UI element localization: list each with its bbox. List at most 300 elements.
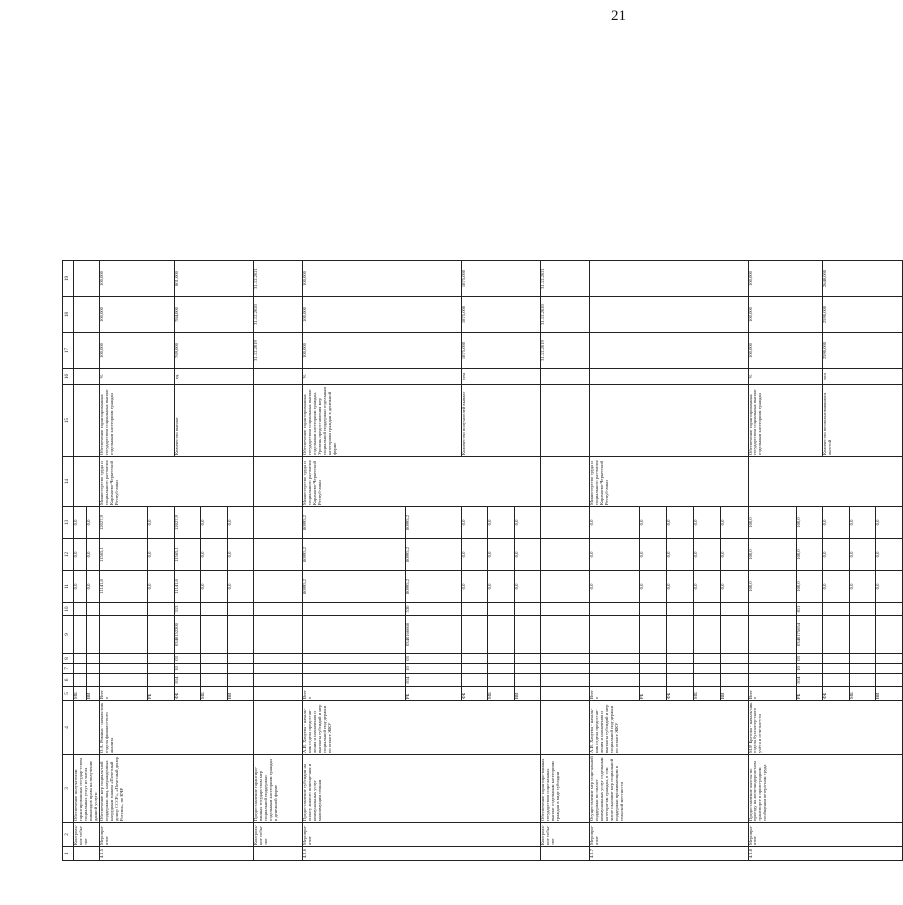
table-cell xyxy=(74,457,100,507)
table-cell xyxy=(227,654,253,664)
table-cell xyxy=(86,616,99,654)
table-cell xyxy=(694,664,721,674)
table-cell: 801,000 xyxy=(174,261,253,297)
table-cell: Обеспечение получателям гарантированных государ-ством социальных услуг из числа инвалидов права на получение данной услуги xyxy=(74,755,100,823)
table-cell xyxy=(540,687,589,701)
table-cell: МБ xyxy=(694,687,721,701)
table-cell: 0,0 xyxy=(514,571,540,603)
table-cell xyxy=(254,385,303,457)
table-cell xyxy=(540,616,589,654)
table-cell xyxy=(849,654,875,664)
table-cell: 0,0 xyxy=(86,507,99,539)
table-cell xyxy=(74,616,87,654)
table-cell: 0,0 xyxy=(201,539,227,571)
table-cell xyxy=(514,603,540,616)
table-cell xyxy=(227,674,253,687)
table-row xyxy=(99,261,147,861)
table-cell xyxy=(721,654,748,664)
table-cell xyxy=(74,847,100,861)
table-cell: 0,0 xyxy=(488,571,514,603)
table-cell xyxy=(721,616,748,654)
col-header: 4 xyxy=(63,701,74,755)
table-cell: 100,0 xyxy=(748,507,796,539)
table-cell xyxy=(74,654,87,664)
table-cell xyxy=(99,674,147,687)
table-cell xyxy=(540,654,589,664)
table-cell xyxy=(74,674,87,687)
table-cell: 80995,2 xyxy=(303,539,406,571)
table-cell xyxy=(303,664,406,674)
table-cell: ВИ xyxy=(876,687,903,701)
table-cell xyxy=(589,369,748,385)
table-cell xyxy=(666,664,693,674)
table-cell xyxy=(148,603,174,616)
table-cell xyxy=(540,847,589,861)
table-cell xyxy=(254,654,303,664)
table-cell: 784,000 xyxy=(174,297,253,333)
table-cell xyxy=(748,616,796,654)
table-cell: 0,0 xyxy=(589,571,639,603)
table-cell xyxy=(540,674,589,687)
table-cell: ВИ xyxy=(514,687,540,701)
table-cell: 12027,9 xyxy=(99,507,147,539)
table-cell xyxy=(823,674,849,687)
table-cell xyxy=(74,297,100,333)
table-row xyxy=(589,261,639,861)
table-cell xyxy=(514,616,540,654)
table-cell: МБ xyxy=(849,687,875,701)
table-cell: 4.1.8 xyxy=(748,847,902,861)
table-cell xyxy=(99,654,147,664)
table-cell: 80995,2 xyxy=(405,539,461,571)
table-cell xyxy=(748,654,796,664)
table-cell: 0,0 xyxy=(639,539,666,571)
table-row xyxy=(254,261,303,861)
table-cell xyxy=(721,674,748,687)
table-cell: 100,000 xyxy=(99,297,174,333)
table-cell: 0,0 xyxy=(876,571,903,603)
table-cell xyxy=(540,507,589,539)
table-row xyxy=(74,261,87,861)
table-cell xyxy=(148,616,174,654)
table-cell: А.И. Хачуева - началь-ник отдела предостав-ления и назначения и выплаты субсидий и мер социальной под-держки по оплате ЖКУ xyxy=(303,701,541,755)
table-row xyxy=(748,261,796,861)
table-cell xyxy=(74,701,100,755)
table-cell xyxy=(148,664,174,674)
table-cell: 0,0 xyxy=(74,507,87,539)
table-cell: сем xyxy=(461,369,540,385)
table-cell xyxy=(86,664,99,674)
table-cell: 31.12.2020 xyxy=(540,297,589,333)
table-cell: Обеспечение гарантированных государством социальных выплат отдельным категориям граждан xyxy=(99,385,174,457)
table-cell xyxy=(876,603,903,616)
table-cell xyxy=(849,603,875,616)
table-cell xyxy=(721,603,748,616)
table-cell xyxy=(540,539,589,571)
table-cell xyxy=(488,654,514,664)
table-cell xyxy=(849,616,875,654)
rotated-table-container xyxy=(62,268,903,861)
table-cell: Министерство труда и социального раз-вития Карачаево-Черкесской Респуб-лики xyxy=(99,457,253,507)
table-cell: Меропри-ятие xyxy=(99,823,253,847)
table-cell xyxy=(86,674,99,687)
table-cell xyxy=(254,687,303,701)
table-cell xyxy=(540,369,589,385)
table-cell: 4.1.6 xyxy=(303,847,541,861)
table-cell xyxy=(639,664,666,674)
table-cell xyxy=(540,385,589,457)
page-number: 21 xyxy=(611,8,626,24)
table-cell: 0,0 xyxy=(86,571,99,603)
table-cell: 100,000 xyxy=(303,297,462,333)
table-cell xyxy=(254,847,303,861)
col-header: 15 xyxy=(63,385,74,457)
table-cell xyxy=(201,654,227,664)
table-row xyxy=(540,261,589,861)
table-cell xyxy=(74,385,100,457)
table-cell: 03 xyxy=(174,654,200,664)
table-cell: 80995,2 xyxy=(303,507,406,539)
table-cell xyxy=(849,664,875,674)
table-cell: Меропри-ятие xyxy=(748,823,902,847)
col-header: 18 xyxy=(63,297,74,333)
table-cell: 100,0 xyxy=(797,539,823,571)
table-cell: ФБ xyxy=(666,687,693,701)
table-cell xyxy=(540,571,589,603)
table-cell: 0,0 xyxy=(666,539,693,571)
table-cell xyxy=(74,603,87,616)
table-cell xyxy=(721,664,748,674)
table-cell xyxy=(666,603,693,616)
col-header: 8 xyxy=(63,654,74,664)
table-cell: 1875,000 xyxy=(461,333,540,369)
col-header: 6 xyxy=(63,674,74,687)
table-cell: Обеспечение гарантиро-ванных государством соци-альных выплат отдельным категориям граждан в виде субсидии xyxy=(540,755,589,823)
table-cell xyxy=(254,603,303,616)
table-cell xyxy=(876,654,903,664)
table-cell: 03 xyxy=(797,654,823,664)
table-cell: 0,0 xyxy=(488,539,514,571)
table-cell xyxy=(303,654,406,664)
program-table xyxy=(62,260,903,861)
table-cell xyxy=(227,603,253,616)
table-cell xyxy=(540,457,589,507)
table-cell: 80995,2 xyxy=(405,571,461,603)
table-cell xyxy=(639,616,666,654)
table-cell xyxy=(303,616,406,654)
col-header: 2 xyxy=(63,823,74,847)
table-cell xyxy=(876,616,903,654)
table-cell: 100,0 xyxy=(748,539,796,571)
table-cell: 100,000 xyxy=(748,297,823,333)
table-cell: Предоставление субсидии на оплату жилого помеще-ния и коммунальных услуг малоимущим семьям xyxy=(303,755,541,823)
table-cell: 0,0 xyxy=(849,507,875,539)
table-cell: 0,0 xyxy=(876,539,903,571)
table-cell: 80995,2 xyxy=(405,507,461,539)
table-cell: ФБ xyxy=(174,687,200,701)
table-cell xyxy=(148,654,174,664)
table-cell: 11565,1 xyxy=(174,539,200,571)
col-header: 19 xyxy=(63,261,74,297)
table-cell: Меропри-ятие xyxy=(303,823,541,847)
table-cell: % xyxy=(303,369,462,385)
table-cell: 0,0 xyxy=(488,507,514,539)
table-cell xyxy=(666,616,693,654)
table-cell xyxy=(666,674,693,687)
table-cell xyxy=(86,603,99,616)
table-cell xyxy=(303,603,406,616)
table-cell xyxy=(514,674,540,687)
table-cell: Министерство труда и социального раз-вития Карачаево-Черкесской Респуб-лики xyxy=(589,457,748,507)
table-cell xyxy=(823,654,849,664)
table-cell xyxy=(694,603,721,616)
table-cell: 0,0 xyxy=(461,539,487,571)
table-cell xyxy=(461,674,487,687)
table-cell xyxy=(201,603,227,616)
table-cell xyxy=(849,674,875,687)
table-cell: Контроль-ное собы-тие xyxy=(540,823,589,847)
table-cell xyxy=(254,674,303,687)
table-cell: 811 xyxy=(797,603,823,616)
table-cell xyxy=(227,664,253,674)
table-cell: Предоставление льготы по проезду на железнодорож-ном транспорте в приго-родном сообщении ветера-нам труда xyxy=(748,755,902,823)
table-cell xyxy=(254,616,303,654)
table-cell: 0,0 xyxy=(876,507,903,539)
header-row xyxy=(63,261,74,861)
table-cell: Всего xyxy=(589,687,639,701)
col-header: 17 xyxy=(63,333,74,369)
col-header: 16 xyxy=(63,369,74,385)
table-cell: 100,000 xyxy=(99,333,174,369)
table-cell xyxy=(589,261,748,297)
table-cell xyxy=(639,603,666,616)
table-cell: 4.1.7 xyxy=(589,847,748,861)
table-cell: 0,0 xyxy=(148,571,174,603)
table-cell: 814 xyxy=(405,674,461,687)
table-cell: ФБ xyxy=(461,687,487,701)
table-cell: 769,000 xyxy=(174,333,253,369)
col-header: 5 xyxy=(63,687,74,701)
table-cell xyxy=(589,674,639,687)
table-cell xyxy=(99,664,147,674)
table-cell: М.Р. Бретова - началь-ник отдела бухгалтер-ского учёта и отчетно-сти xyxy=(748,701,902,755)
table-cell xyxy=(74,261,100,297)
table-cell: МБ xyxy=(488,687,514,701)
table-cell xyxy=(748,457,902,507)
table-cell: 2648,000 xyxy=(823,261,903,297)
table-cell: ФБ xyxy=(823,687,849,701)
col-header: 11 xyxy=(63,571,74,603)
table-cell: 2590,000 xyxy=(823,333,903,369)
table-cell: Всего xyxy=(748,687,796,701)
table-cell: 0,0 xyxy=(227,539,253,571)
table-cell: 1875,000 xyxy=(461,297,540,333)
table-cell xyxy=(589,654,639,664)
table-cell: Предоставление гарантиро-ванных государством мер социальной поддержки отдельным категориям граждан в денежной форме xyxy=(254,755,303,823)
table-cell xyxy=(461,616,487,654)
table-cell: 0,0 xyxy=(461,571,487,603)
table-cell xyxy=(254,457,303,507)
table-row xyxy=(303,261,406,861)
table-cell: 0,0 xyxy=(514,507,540,539)
table-cell: 100,000 xyxy=(99,261,174,297)
table-cell: % xyxy=(748,369,823,385)
table-cell: 814 xyxy=(797,674,823,687)
table-cell: 0,0 xyxy=(666,507,693,539)
table-cell xyxy=(876,674,903,687)
table-cell: 0,0 xyxy=(201,571,227,603)
table-cell xyxy=(589,616,639,654)
col-header: 3 xyxy=(63,755,74,823)
table-cell: 0,0 xyxy=(721,571,748,603)
table-cell xyxy=(694,654,721,664)
table-cell: 10 xyxy=(405,664,461,674)
table-cell: 0,0 xyxy=(74,571,87,603)
table-cell: Министерство труда и социального раз-вития Карачаево-Черкесской Респуб-лики xyxy=(303,457,541,507)
table-cell: 100,000 xyxy=(303,333,462,369)
table-cell xyxy=(823,603,849,616)
table-cell: 0,0 xyxy=(86,539,99,571)
table-cell xyxy=(488,603,514,616)
table-cell xyxy=(540,603,589,616)
table-cell xyxy=(589,333,748,369)
col-header: 14 xyxy=(63,457,74,507)
table-cell xyxy=(488,664,514,674)
table-cell: РБ xyxy=(148,687,174,701)
col-header: 7 xyxy=(63,664,74,674)
table-cell: Обеспечение гарантированных государством социальных выплат отдельным категориям граждан. Уровень предоставления мер социальной поддержки отдельным категориям граждан в денежной форме xyxy=(303,385,462,457)
table-cell xyxy=(461,603,487,616)
table-cell xyxy=(201,664,227,674)
table-cell: Количество воспользовавшихся льготой xyxy=(823,385,903,457)
table-cell xyxy=(666,654,693,664)
table-cell xyxy=(694,674,721,687)
table-cell: 11565,1 xyxy=(99,539,147,571)
table-cell: 0,0 xyxy=(849,539,875,571)
table-cell: 0,0 xyxy=(148,507,174,539)
table-cell: 0,0 xyxy=(823,571,849,603)
table-cell: 0,0 xyxy=(589,507,639,539)
table-cell xyxy=(514,664,540,674)
table-cell xyxy=(639,674,666,687)
table-cell xyxy=(254,507,303,539)
table-cell xyxy=(748,674,796,687)
table-cell: 0,0 xyxy=(589,539,639,571)
table-cell: 0,0 xyxy=(461,507,487,539)
table-cell: 03 xyxy=(405,654,461,664)
table-cell: 0,0 xyxy=(694,571,721,603)
table-cell xyxy=(748,603,796,616)
table-cell: РБ xyxy=(797,687,823,701)
table-cell: 0,0 xyxy=(514,539,540,571)
col-header: 13 xyxy=(63,507,74,539)
table-cell: 12027,9 xyxy=(174,507,200,539)
table-cell xyxy=(823,616,849,654)
table-cell xyxy=(488,616,514,654)
table-cell: ВИ xyxy=(721,687,748,701)
table-cell: РБ xyxy=(639,687,666,701)
table-cell: МБ xyxy=(201,687,227,701)
table-cell: 0,0 xyxy=(721,507,748,539)
table-cell: Количество получателей выплат xyxy=(461,385,540,457)
table-cell: Всего xyxy=(99,687,147,701)
table-cell: 100,0 xyxy=(797,507,823,539)
table-cell xyxy=(201,674,227,687)
col-header: 10 xyxy=(63,603,74,616)
table-cell: 100,000 xyxy=(303,261,462,297)
table-cell: 2590,000 xyxy=(823,297,903,333)
table-cell: Количество выплат xyxy=(174,385,253,457)
table-cell: 100,000 xyxy=(748,333,823,369)
table-cell: 4.1.5 xyxy=(99,847,253,861)
table-cell: 1875,000 xyxy=(461,261,540,297)
table-cell xyxy=(461,664,487,674)
table-cell: 31.12.2020 xyxy=(254,297,303,333)
table-cell: 100,000 xyxy=(748,261,823,297)
table-cell xyxy=(74,369,100,385)
table-cell xyxy=(254,571,303,603)
table-cell: 31.12.2019 xyxy=(254,333,303,369)
table-cell: % xyxy=(99,369,174,385)
table-cell xyxy=(876,664,903,674)
table-cell: Обеспечение гарантированных государством социальных выплат отдельным категориям граждан xyxy=(748,385,823,457)
table-cell xyxy=(86,654,99,664)
table-cell: Контроль-ное собы-тие xyxy=(254,823,303,847)
table-cell: 0,0 xyxy=(849,571,875,603)
table-cell: 0340175654 xyxy=(797,616,823,654)
table-cell: 80995,2 xyxy=(303,571,406,603)
table-cell xyxy=(99,616,147,654)
table-cell xyxy=(99,603,147,616)
table-cell: 31.12.2021 xyxy=(540,261,589,297)
table-cell: 0,0 xyxy=(721,539,748,571)
table-cell: 11141,8 xyxy=(99,571,147,603)
table-cell: 0,0 xyxy=(823,507,849,539)
col-header: 12 xyxy=(63,539,74,571)
table-cell: 10 xyxy=(174,664,200,674)
table-cell: 0,0 xyxy=(694,507,721,539)
table-cell xyxy=(823,664,849,674)
table-cell: ВИ xyxy=(227,687,253,701)
table-cell: 530 xyxy=(405,603,461,616)
table-cell xyxy=(748,664,796,674)
table-cell xyxy=(639,654,666,664)
table-cell: Обеспечение мер социаль-ной поддержки лиц, награжденных нагрудным знаком «Почетный донор СССР», «Почетный донор России», по КЧР xyxy=(99,755,253,823)
table-cell: Контроль-ное собы-тие xyxy=(74,823,100,847)
table-cell: ВИ xyxy=(86,687,99,701)
table-cell xyxy=(254,369,303,385)
table-cell: 31.12.2021 xyxy=(254,261,303,297)
table-cell xyxy=(514,654,540,664)
table-cell xyxy=(540,701,589,755)
table-cell: О.А. Ромина - началь-ник отдела финансо-вого анализа xyxy=(99,701,253,755)
table-cell xyxy=(201,616,227,654)
table-cell xyxy=(589,297,748,333)
table-cell: 0340152200 xyxy=(174,616,200,654)
table-cell: 0,0 xyxy=(148,539,174,571)
col-header: 1 xyxy=(63,847,74,861)
table-cell xyxy=(540,664,589,674)
table-cell: 814 xyxy=(174,674,200,687)
table-cell xyxy=(254,701,303,755)
table-cell: 0,0 xyxy=(639,571,666,603)
table-cell xyxy=(488,674,514,687)
table-cell: А.И. Хачуева - началь-ник отдела предостав-ления и назначения и выплаты субсидий и мер социальной под-держки по оплате ЖКУ xyxy=(589,701,748,755)
table-cell xyxy=(74,333,100,369)
table-cell xyxy=(227,616,253,654)
table-cell: 0,0 xyxy=(666,571,693,603)
table-cell xyxy=(589,664,639,674)
